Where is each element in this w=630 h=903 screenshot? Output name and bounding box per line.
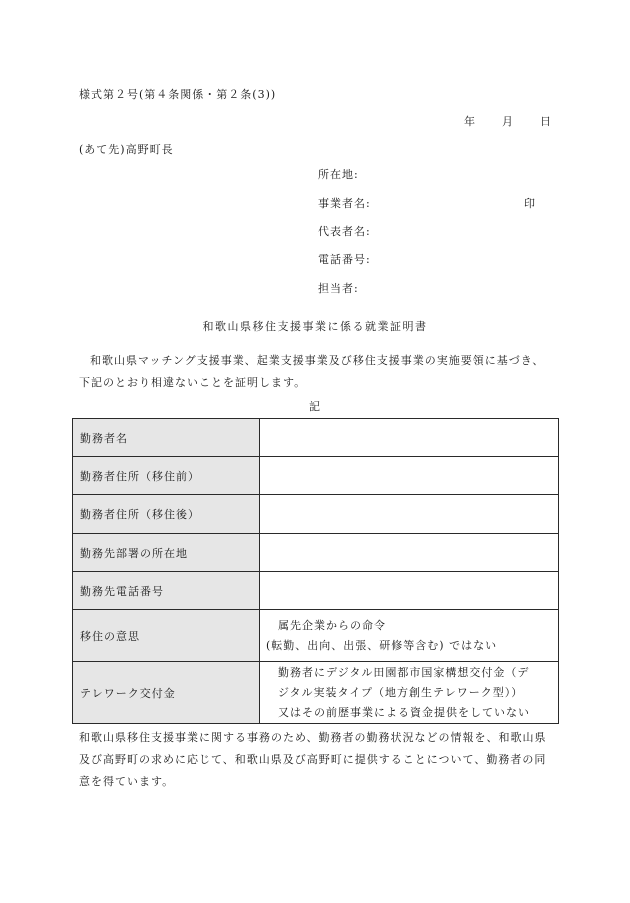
telework-grant-line: 勤務者にデジタル田園都市国家構想交付金（デ — [278, 665, 530, 679]
office-location-field[interactable] — [260, 534, 559, 572]
row-label-relocation-intent: 移住の意思 — [73, 610, 260, 662]
table-row — [73, 534, 559, 572]
sender-business-name-label: 事業者名: — [318, 197, 371, 210]
sender-contact-label: 担当者: — [318, 282, 359, 295]
row-label-address-before: 勤務者住所（移住前） — [73, 457, 260, 495]
table-row — [73, 610, 559, 662]
office-phone-field[interactable] — [260, 572, 559, 610]
sender-phone-label: 電話番号: — [318, 253, 371, 266]
employee-name-field[interactable] — [260, 419, 559, 457]
consent-statement: 和歌山県移住支援事業に関する事務のため、勤務者の勤務状況などの情報を、和歌山県及び高野町の求めに応じて、和歌山県及び高野町に提供することについて、勤務者の同意を得ています。 — [79, 731, 547, 788]
telework-grant-line: 又はその前歴事業による資金提供をしていない — [278, 705, 530, 719]
relocation-intent-line: 属先企業からの命令 — [278, 618, 386, 632]
table-row — [73, 495, 559, 534]
date-month-label: 月 — [502, 115, 514, 128]
form-number: 様式第２号(第４条関係・第２条(3)) — [79, 88, 277, 101]
relocation-intent-line: (転勤、出向、出張、研修等含む) ではない — [266, 638, 498, 652]
sender-address-label: 所在地: — [318, 168, 359, 181]
certification-statement: 和歌山県マッチング支援事業、起業支援事業及び移住支援事業の実施要領に基づき、下記のとおり相違ないことを証明します。 — [79, 354, 545, 389]
document-title: 和歌山県移住支援事業に係る就業証明書 — [202, 320, 428, 333]
telework-grant-value — [260, 662, 559, 724]
ki-marker: 記 — [309, 400, 321, 413]
table-row — [73, 457, 559, 495]
row-label-office-location: 勤務先部署の所在地 — [73, 534, 260, 572]
row-label-employee-name: 勤務者名 — [73, 419, 260, 457]
date-year-label: 年 — [464, 115, 476, 128]
row-label-address-after: 勤務者住所（移住後） — [73, 495, 260, 534]
row-label-telework-grant: テレワーク交付金 — [73, 662, 260, 724]
date-day-label: 日 — [540, 115, 552, 128]
row-label-office-phone: 勤務先電話番号 — [73, 572, 260, 610]
address-after-field[interactable] — [260, 495, 559, 534]
address-before-field[interactable] — [260, 457, 559, 495]
table-row — [73, 572, 559, 610]
sender-representative-label: 代表者名: — [318, 225, 371, 238]
relocation-intent-value — [260, 610, 559, 662]
seal-mark: 印 — [524, 197, 536, 210]
table-row — [73, 662, 559, 724]
certification-table — [72, 418, 559, 724]
table-row — [73, 419, 559, 457]
telework-grant-line: ジタル実装タイプ（地方創生テレワーク型）） — [278, 685, 524, 699]
addressee: (あて先)高野町長 — [79, 143, 174, 156]
